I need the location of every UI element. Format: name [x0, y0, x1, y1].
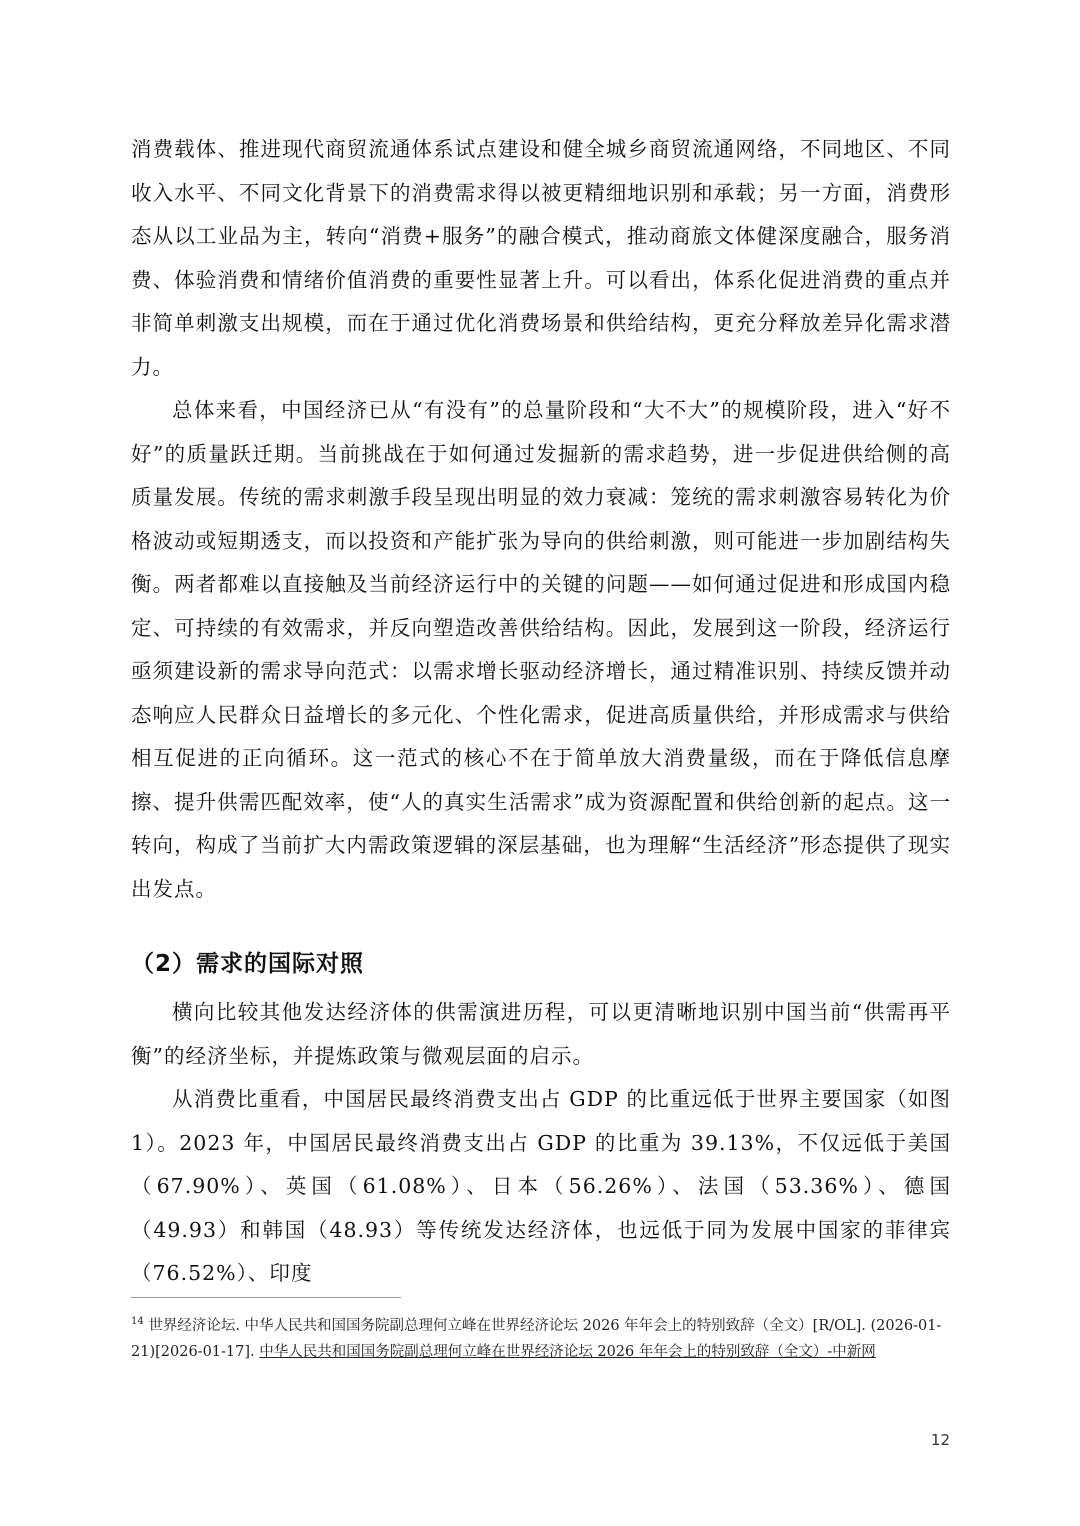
body-paragraph: 从消费比重看，中国居民最终消费支出占 GDP 的比重远低于世界主要国家（如图 1）。2023 年，中国居民最终消费支出占 GDP 的比重为 39.13%，不仅远低于美国（67.90%）、英国（61.08%）、日本（56.26%）、法国（53.36%）、德国（49.93）和韩国（48.93）等传统发达经济体，也远低于同为发展中国家的菲律宾（76.52%）、印度 [131, 1087, 951, 1285]
footnote-text: 世界经济论坛. 中华人民共和国国务院副总理何立峰在世界经济论坛 2026 年年会上的特别致辞（全文）[R/OL]. (2026-01-21)[2026-01-17]. [131, 1318, 942, 1360]
section-heading: （2）需求的国际对照 [131, 951, 365, 977]
page-number: 12 [930, 1431, 950, 1449]
footnote [131, 1313, 951, 1365]
body-paragraph: 总体来看，中国经济已从“有没有”的总量阶段和“大不大”的规模阶段，进入“好不好”的质量跃迁期。当前挑战在于如何通过发掘新的需求趋势，进一步促进供给侧的高质量发展。传统的需求刺激手段呈现出明显的效力衰减：笼统的需求刺激容易转化为价格波动或短期透支，而以投资和产能扩张为导向的供给刺激，则可能进一步加剧结构失衡。两者都难以直接触及当前经济运行中的关键的问题——如何通过促进和形成国内稳定、可持续的有效需求，并反向塑造改善供给结构。因此，发展到这一阶段，经济运行亟须建设新的需求导向范式：以需求增长驱动经济增长，通过精准识别、持续反馈并动态响应人民群众日益增长的多元化、个性化需求，促进高质量供给，并形成需求与供给相互促进的正向循环。这一范式的核心不在于简单放大消费量级，而在于降低信息摩擦、提升供需匹配效率，使“人的真实生活需求”成为资源配置和供给创新的起点。这一转向，构成了当前扩大内需政策逻辑的深层基础，也为理解“生活经济”形态提供了现实出发点。 [131, 398, 951, 901]
footnote-divider [131, 1297, 401, 1298]
body-paragraph: 消费载体、推进现代商贸流通体系试点建设和健全城乡商贸流通网络，不同地区、不同收入水平、不同文化背景下的消费需求得以被更精细地识别和承载；另一方面，消费形态从以工业品为主，转向“消费+服务”的融合模式，推动商旅文体健深度融合，服务消费、体验消费和情绪价值消费的重要性显著上升。可以看出，体系化促进消费的重点并非简单刺激支出规模，而在于通过优化消费场景和供给结构，更充分释放差异化需求潜力。 [131, 137, 951, 379]
body-paragraph: 横向比较其他发达经济体的供需演进历程，可以更清晰地识别中国当前“供需再平衡”的经济坐标，并提炼政策与微观层面的启示。 [131, 1000, 951, 1068]
footnote-link[interactable]: 中华人民共和国国务院副总理何立峰在世界经济论坛 2026 年年会上的特别致辞（全文）-中新网 [259, 1344, 876, 1360]
footnote-marker: 14 [131, 1316, 144, 1328]
